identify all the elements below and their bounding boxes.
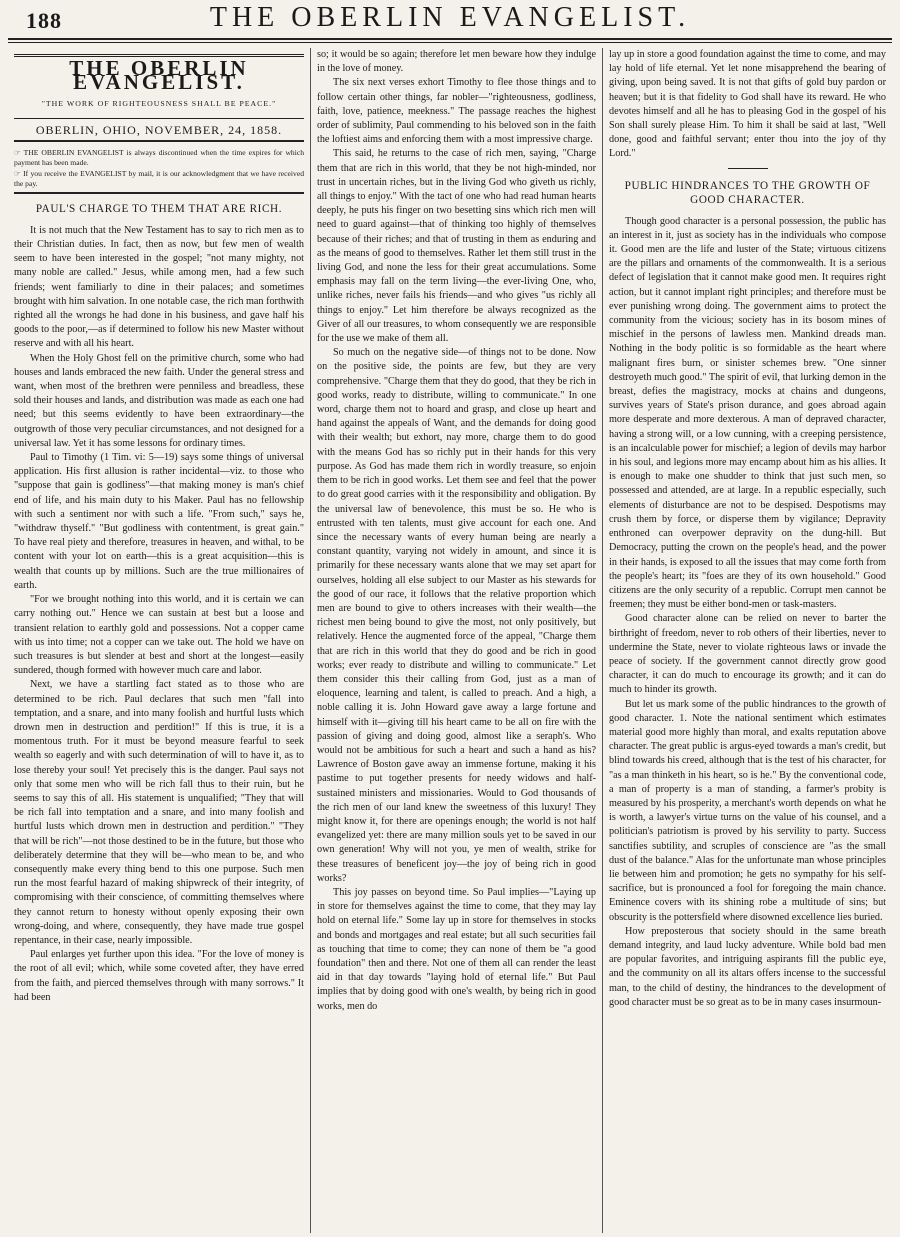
article-paragraph: Good character alone can be relied on never to barter the birthright of freedom, never to rob others of their liberties, never to undermine the State, never to violate righteous laws or invade the peace of society. If the government cannot directly grow good character, it can do much to encourage its growth; and it can do much to hinder its growth. [609, 613, 886, 696]
article-paragraph: It is not much that the New Testament has to say to rich men as to their Christian duties. In fact, then as now, but few men of wealth seem to have been interested in the gospel; "not many mighty, not many noble are called." Jesus, while among men, had a few such friends; went familiarly to dine in their palaces; and sometimes brought with him salvation. In one notable case, the rich man forthwith righted all the wrongs he had done in his business, and gave half his goods to the poor,—as if determined to follow his new Master without reserve and with all his heart. [14, 224, 304, 350]
columns [8, 48, 892, 1233]
article-title: PUBLIC HINDRANCES TO THE GROWTH OF GOOD CHARACTER. [624, 179, 871, 206]
masthead-motto: "THE WORK OF RIGHTEOUSNESS SHALL BE PEACE." [41, 99, 277, 109]
notice-mail: ☞ If you receive the EVANGELIST by mail, it is our acknowledgment that we have received the pay. [14, 168, 304, 189]
article-paragraph: Though good character is a personal possession, the public has an interest in it, just as society has in the individuals who compose it. Good men are the life and luster of the State; virtuous citizens are the pillars and ornaments of the commonwealth. It is a serious defect of legislation that it cannot make good men. It requires right action, but it cannot implant right principles; and therefore must be ever punishing wrong doing. The government aims to protect the community from the vicious; society has in its bosom mines of mischief in the persons of lawless men. Mankind dreads man. Nothing in the body politic is so formidable as the heart where malignant fires burn, or sinister schemes brew. "One sinner destroyeth much good." The spirit of evil, that lurking demon in the breast, defies the magistracy, mocks at chains and dungeons, survives years of State's prison durance, and goes abroad again more desperate and more dexterous. A man of depraved character, having a strong will, or a low cunning, with a creeping persistence, is an incalculable power for mischief; a legion of devils may harbor in his soul, and legions more may encamp about him as his allies. It is enough to make one shudder to think that just such men, so possessed and attended, are at large. In a republic especially, such elements of disturbance are not to be despised. Despotisms may crush them by force, or disperse them by vigilance; Depravity enthroned can overpower depravity on the dung-hill. But Democracy, putting the crown on the people's head, and the power in their hands, is exposed to all the issues that may come forth from the people's heart; its "foes are they of its own household." Good citizens are the only security of a republic. Corrupt men cannot be freemen; they must be either bond-men or task-masters. [609, 215, 886, 611]
dateline: OBERLIN, OHIO, NOVEMBER, 24, 1858. [14, 118, 304, 142]
notice-discontinued: ☞ THE OBERLIN EVANGELIST is always discontinued when the time expires for which payment has been made. [14, 147, 304, 168]
article-separator [728, 168, 768, 169]
page-number: 188 [26, 8, 62, 33]
article-paragraph: The six next verses exhort Timothy to flee those things and to follow certain other things, far nobler—"righteousness, godliness, faith, love, patience, meekness." The passage reaches the highest order of sublimity, Paul commending to his beloved son in the faith the loftiest aims and enforcing them with a most impressive charge. [317, 77, 596, 146]
column-2 [311, 48, 603, 1233]
column-1 [8, 48, 311, 1233]
running-header [0, 0, 900, 44]
article-paragraph: Paul enlarges yet further upon this idea. "For the love of money is the root of all evil; which, while some coveted after, they have erred from the faith, and pierced themselves through with many sorrows." It had been [14, 949, 304, 1003]
article-paragraph: When the Holy Ghost fell on the primitive church, some who had houses and lands embraced the new faith. Under the general stress and want, when most of the brethren were penniless and breadless, these sold their houses and lands, and distribution was made as each one had need; but this seems evidently to have been extraordinary—the outgrowth of those very peculiar circumstances, and not designed for a universal law. Yet it has some lessons for ordinary times. [14, 352, 304, 449]
article-paragraph: But let us mark some of the public hindrances to the growth of good character. 1. Note the national sentiment which estimates material good more highly than moral, and exalts reputation above character. The great public is argus-eyed towards a man's credit, but blind towards his creed, although that is the test of his character, for "as a man thinketh in his heart, so is he." By the conventional code, a man of property is a man of standing, a farmer's probity is measured by his prosperity, a merchant's worth depends on what he is worth, a lawyer's virtue turns on the value of his counsel, and a politician's patriotism is proved by his servility to party. Success sanctifies subtility, and scruples of conscience are "as the small dust of the balance." Alas for the unfortunate man whose principles lie between him and promotion; he gets no sympathy for his self-sacrifice, but is pronounced a fool for foregoing the main chance. Eminence covers with its shining robe a multitude of sins; but obscurity is the pottersfield where disowned excellence lies buried. [609, 698, 886, 923]
article-paragraph: This said, he returns to the case of rich men, saying, "Charge them that are rich in this world, that they be not high-minded, nor trust in uncertain riches, but in the living God who giveth us richly, all things to enjoy." With the tact of one who had read human hearts deeply, he puts his finger on two besetting sins which rich men will need to guard against—that of thinking too highly of themselves because of their riches; and that of trusting in them as enduring and as the means of good to themselves. Rather let them still trust in the living God, and none the less for their great accumulations. Some emphasis may fall on the term living—the ever-living One, who, unlike riches, never fails his friends—and who gives "us richly all things to enjoy." Let him therefore be always recognized as the Giver of all our treasures, to whom consequently we are responsible for the use we make of them all. [317, 148, 596, 345]
article-paragraph: Paul to Timothy (1 Tim. vi: 5—19) says some things of universal application. His first allusion is rather incidental—viz. to those who "suppose that gain is godliness"—that making money is man's chief end of life, and his main duty to his Maker. Paul has no fellowship with such a sentiment nor with such a life. "From such," says he, "withdraw thyself." "But godliness with contentment, is great gain." To have real piety and therefore, treasures in heaven, and withal, to be content with your lot on earth—this is a great acquisition—this is wealth that counts up by millions. Such are the true millionaires of earth. [14, 452, 304, 591]
article-paragraph-continued: so; it would be so again; therefore let men beware how they indulge in the love of money. [317, 49, 596, 75]
article-paragraph-continued: lay up in store a good foundation against the time to come, and may lay hold of life eternal. Yet let none misapprehend the bearing of giving, upon being saved. It is not that gifts of gold buy pardon or heaven; but it is that fidelity to God shall have its reward. He who devotes himself and all he has to pleasing God in the gospel of his Son shall surely please Him. To him it shall be said at last, "Well done, good and faithful servant; enter thou into the joy of thy Lord." [609, 49, 886, 160]
article-paragraph: Next, we have a startling fact stated as to those who are determined to be rich. Paul declares that such men "fall into temptation, and a snare, and into many foolish and hurtful lusts which drown men in destruction and perdition!" If this is true, it is a momentous truth. For it must be beyond measure fearful to seek wealth so eagerly and with such determination of will to have it, as to lose thereby your soul! Yet precisely this is the danger. Paul says not only that some men who will be rich fall thus to their ruin, but he seems to say this of all. His statement is unqualified; "They that will be rich fall into temptation and a snare, and into many foolish and hurtful lusts which drown men in destruction and perdition." "They that will be rich"—not those destined to be in the future, but those who deliberately determine that they will be—who mean to be, and who consequently make every thing bend to this one purpose. Such men run the most fearful hazard of making shipwreck of their integrity, of compromising with their conscience, of committing themselves where they cannot return to honesty without openly exposing their own wrong-doing, and where, consequently, they have made true gospel repentance, in their case, nearly impossible. [14, 679, 304, 946]
column-3 [603, 48, 892, 1233]
article-paragraph: So much on the negative side—of things not to be done. Now on the positive side, the points are few, but they are very comprehensive. "Charge them that they do good, that they be rich in good works, ready to distribute, willing to communicate." In one word, charge them not to hoard and grasp, and close up heart and hand against the appeals of Want, and the demands for doing good with their wealth; but exhort, nay more, charge them to do good with the means God has so richly put in their hands for this very purpose. As God has made them rich in wordly treasure, so enjoin them to be rich in good works. Let them see and feel that the power to do great good carries with it the responsibility and obligation. By the universal law of benevolence, this must be so. He who is entrusted with ten talents, must give account for each one. And since the necessary wants of every human being are nearly a constant quantity, varying not widely in amount, and since it is primarily for these necessary wants alone that we may set apart for ourselves, holding all else subject to our Master as his stewards for the good of our race, it follows that the relative proportion which men are bound to give to others increases with their wealth—the richest men being bound to give the most, not only positively, but relatively. Hence the augmented force of the appeal, "Charge them that are rich in this world that they do good and be rich in good works; ever ready to distribute and willing to communicate." Let them consider this their calling from God, just as a man of eloquence, learning and talent, is called to preach. And a high, a noble calling it is. John Howard gave away a large fortune and himself with it—giving till his heart came to be all on fire with the passion of giving and doing good, almost like a seraph's. Who would not be ambitious for such a heart and such a hand as his? Lawrence of Boston gave away an immense fortune, making it his pastime to put together presents for needy widows and half-sustained ministers and missionaries. Would to God thousands of the rich men of our land knew the sweetness of this luxury! They might know it, for there are openings enough; the world is not half evangelized yet: there are many million souls yet to be saved in our own generation! Why will not you, ye men of wealth, strike for these treasures of beneficent joy—the joy of being rich in good works? [317, 347, 596, 884]
article-paragraph: This joy passes on beyond time. So Paul implies—"Laying up in store for themselves against the time to come, that they may lay hold on eternal life." Some lay up in store for themselves in stocks and bonds and mortgages and real estate; but all such securities fail as touching that time to come; they can none of them be "a good foundation" then and there. Not one of them all can render the least aid in that day towards "laying hold of eternal life." But Paul implies that by doing good with one's wealth, by being rich in good works, men do [317, 886, 596, 1012]
article-paragraph: "For we brought nothing into this world, and it is certain we can carry nothing out." Hence we can sustain at best but a loose and transient relation to earthly gold and possessions. Not a copper came with us into time; not a copper can we take out. The hold we have on such treasures is but slender at best and short at the longest—easily sundered, though formed with however much care and labor. [14, 594, 304, 677]
masthead-title: THE OBERLIN EVANGELIST. [14, 54, 304, 89]
article-paragraph: How preposterous that society should in the same breath demand integrity, and laud lucky adventure. While bold bad men are popular favorites, and intriguing aspirants fill the public eye, and the community on all its altars offers incense to the successful man, to the child of destiny, the hindrances to the development of good character must be so great as to be in many cases insurmoun- [609, 925, 886, 1008]
section-rule [14, 192, 304, 194]
article-title: PAUL'S CHARGE TO THEM THAT ARE RICH. [35, 202, 283, 215]
running-title: THE OBERLIN EVANGELIST. [209, 2, 691, 33]
header-rule [8, 38, 892, 43]
